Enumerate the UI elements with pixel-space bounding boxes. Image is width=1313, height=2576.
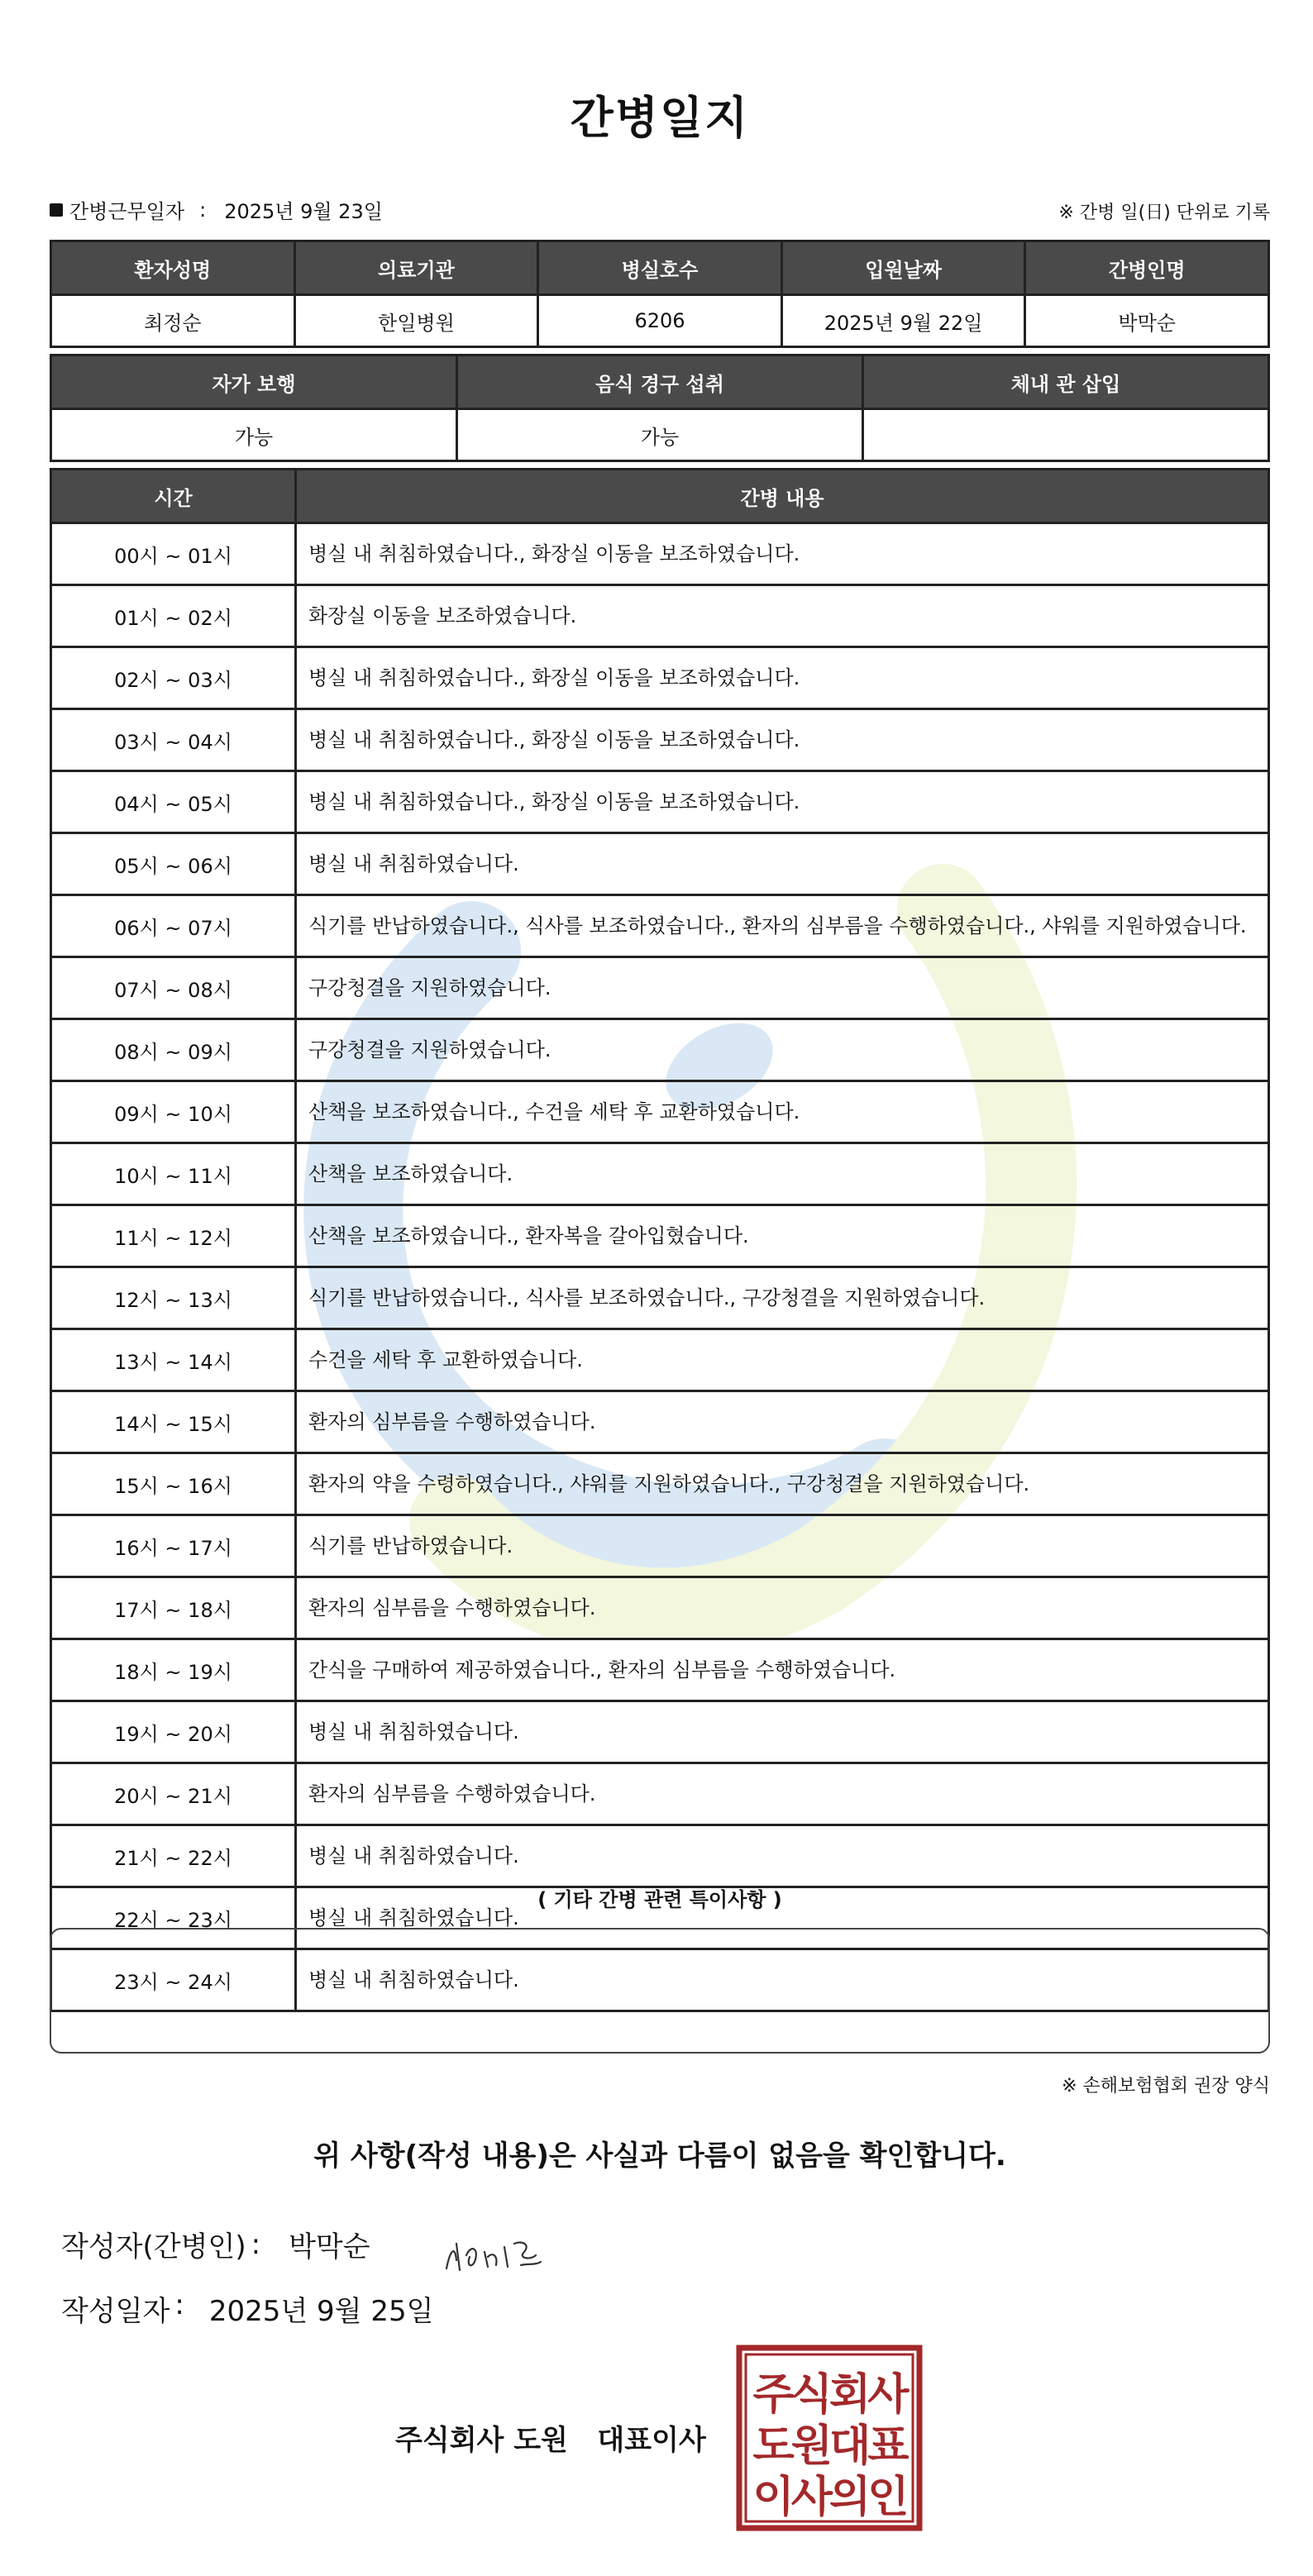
- written-date-label: 작성일자: [61, 2295, 170, 2328]
- header-admission-date: 입원날짜: [781, 241, 1025, 295]
- patient-name: 최정순: [51, 295, 295, 347]
- company-seal-icon: [736, 2345, 923, 2531]
- care-log-content: 환자의 약을 수령하였습니다., 샤워를 지원하였습니다., 구강청결을 지원하였습니다.: [296, 1453, 1269, 1515]
- header-time: 시간: [51, 470, 296, 523]
- oral-intake: 가능: [457, 409, 863, 461]
- care-log-content: 구강청결을 지원하였습니다.: [296, 957, 1269, 1019]
- care-log-header-row: [51, 470, 1269, 523]
- care-log-content: 화장실 이동을 보조하였습니다.: [296, 585, 1269, 647]
- care-log-time: 17시 ~ 18시: [51, 1577, 296, 1639]
- patient-status-table: [50, 354, 1270, 462]
- care-log-content: 병실 내 취침하였습니다.: [296, 1825, 1269, 1887]
- care-log-time: 09시 ~ 10시: [51, 1081, 296, 1143]
- care-log-table: [50, 468, 1270, 2012]
- patient-info-table: [50, 240, 1270, 348]
- care-log-time: 18시 ~ 19시: [51, 1639, 296, 1701]
- confirmation-statement: 위 사항(작성 내용)은 사실과 다름이 없음을 확인합니다.: [313, 2140, 1006, 2173]
- record-note: ※ 간병 일(日) 단위로 기록: [1058, 203, 1270, 223]
- care-log-time: 01시 ~ 02시: [51, 585, 296, 647]
- written-date-line: [61, 2288, 433, 2329]
- written-date-colon: :: [174, 2288, 184, 2321]
- care-log-time: 02시 ~ 03시: [51, 647, 296, 709]
- care-log-body: [51, 523, 1269, 2011]
- room-number: 6206: [538, 295, 782, 347]
- care-log-row: [51, 1391, 1269, 1453]
- care-log-time: 03시 ~ 04시: [51, 709, 296, 771]
- care-log-row: [51, 957, 1269, 1019]
- care-log-time: 11시 ~ 12시: [51, 1205, 296, 1267]
- care-log-time: 22시 ~ 23시: [51, 1887, 296, 1949]
- patient-status-value-row: [51, 409, 1269, 461]
- signature-icon: [438, 2219, 579, 2285]
- header-caregiver-name: 간병인명: [1025, 241, 1269, 295]
- company-name: 주식회사 도원 대표이사: [395, 2424, 706, 2457]
- care-log-content: 식기를 반납하였습니다.: [296, 1515, 1269, 1577]
- header-tube-insertion: 체내 관 삽입: [863, 355, 1269, 409]
- care-log-content: 간식을 구매하여 제공하였습니다., 환자의 심부름을 수행하였습니다.: [296, 1639, 1269, 1701]
- care-log-time: 08시 ~ 09시: [51, 1019, 296, 1081]
- writer-line: [61, 2224, 370, 2264]
- document-title: 간병일지: [570, 92, 750, 144]
- work-date: [50, 195, 383, 224]
- care-log-content: 환자의 심부름을 수행하였습니다.: [296, 1763, 1269, 1825]
- form-note: ※ 손해보험협회 권장 양식: [1062, 2076, 1270, 2097]
- written-date-value: 2025년 9월 25일: [208, 2295, 434, 2328]
- header-oral-intake: 음식 경구 섭취: [457, 355, 863, 409]
- svg-text:도원대표: 도원대표: [752, 2421, 906, 2471]
- work-date-label: 간병근무일자: [69, 200, 185, 223]
- care-log-row: [51, 1515, 1269, 1577]
- svg-text:주식회사: 주식회사: [752, 2370, 906, 2420]
- notes-title: ( 기타 간병 관련 특이사항 ): [537, 1888, 782, 1911]
- care-log-row: [51, 771, 1269, 833]
- care-log-time: 14시 ~ 15시: [51, 1391, 296, 1453]
- header-care-content: 간병 내용: [296, 470, 1269, 523]
- care-log-time: 05시 ~ 06시: [51, 833, 296, 895]
- care-log-content: 병실 내 취침하였습니다., 화장실 이동을 보조하였습니다.: [296, 771, 1269, 833]
- care-log-content: 병실 내 취침하였습니다., 화장실 이동을 보조하였습니다.: [296, 523, 1269, 585]
- care-log-time: 12시 ~ 13시: [51, 1267, 296, 1329]
- self-walking: 가능: [51, 409, 457, 461]
- tube-insertion: [863, 409, 1269, 461]
- care-log-time: 21시 ~ 22시: [51, 1825, 296, 1887]
- care-log-row: [51, 523, 1269, 585]
- care-log-row: [51, 709, 1269, 771]
- header-hospital: 의료기관: [294, 241, 538, 295]
- patient-status-header-row: [51, 355, 1269, 409]
- header-room-number: 병실호수: [538, 241, 782, 295]
- writer-label: 작성자(간병인): [61, 2230, 246, 2264]
- care-log-content: 병실 내 취침하였습니다.: [296, 833, 1269, 895]
- care-log-time: 06시 ~ 07시: [51, 895, 296, 957]
- care-log-row: [51, 1081, 1269, 1143]
- writer-colon: :: [251, 2227, 261, 2261]
- care-log-time: 15시 ~ 16시: [51, 1453, 296, 1515]
- care-log-row: [51, 1577, 1269, 1639]
- care-log-row: [51, 1453, 1269, 1515]
- care-log-content: 산책을 보조하였습니다., 환자복을 갈아입혔습니다.: [296, 1205, 1269, 1267]
- writer-name: 박막순: [289, 2230, 370, 2264]
- care-log-time: 20시 ~ 21시: [51, 1763, 296, 1825]
- company-representative: [395, 2417, 706, 2458]
- care-log-row: [51, 1763, 1269, 1825]
- care-log-content: 병실 내 취침하였습니다.: [296, 1887, 1269, 1949]
- admission-date: 2025년 9월 22일: [781, 295, 1025, 347]
- care-log-time: 10시 ~ 11시: [51, 1143, 296, 1205]
- svg-text:이사의인: 이사의인: [752, 2473, 906, 2522]
- patient-info-header-row: [51, 241, 1269, 295]
- care-log-time: 00시 ~ 01시: [51, 523, 296, 585]
- notes-box: [50, 1928, 1270, 2054]
- care-log-content: 병실 내 취침하였습니다., 화장실 이동을 보조하였습니다.: [296, 709, 1269, 771]
- header-self-walking: 자가 보행: [51, 355, 457, 409]
- care-log-content: 환자의 심부름을 수행하였습니다.: [296, 1391, 1269, 1453]
- care-log-content: 병실 내 취침하였습니다., 화장실 이동을 보조하였습니다.: [296, 647, 1269, 709]
- care-log-content: 병실 내 취침하였습니다.: [296, 1949, 1269, 2011]
- care-log-content: 식기를 반납하였습니다., 식사를 보조하였습니다., 환자의 심부름을 수행하였습니다., 샤워를 지원하였습니다.: [296, 895, 1269, 957]
- care-log-row: [51, 585, 1269, 647]
- care-log-row: [51, 1267, 1269, 1329]
- care-log-time: 13시 ~ 14시: [51, 1329, 296, 1391]
- care-log-time: 07시 ~ 08시: [51, 957, 296, 1019]
- care-log-content: 산책을 보조하였습니다., 수건을 세탁 후 교환하였습니다.: [296, 1081, 1269, 1143]
- care-log-row: [51, 647, 1269, 709]
- care-log-row: [51, 833, 1269, 895]
- care-log-row: [51, 1143, 1269, 1205]
- work-date-value: 2025년 9월 23일: [224, 200, 383, 223]
- care-log-row: [51, 1701, 1269, 1763]
- care-log-time: 16시 ~ 17시: [51, 1515, 296, 1577]
- caregiver-name: 박막순: [1025, 295, 1269, 347]
- square-bullet-icon: [50, 203, 63, 217]
- care-log-time: 19시 ~ 20시: [51, 1701, 296, 1763]
- hospital: 한일병원: [294, 295, 538, 347]
- care-log-row: [51, 1825, 1269, 1887]
- care-log-content: 병실 내 취침하였습니다.: [296, 1701, 1269, 1763]
- care-log-content: 수건을 세탁 후 교환하였습니다.: [296, 1329, 1269, 1391]
- care-log-row: [51, 895, 1269, 957]
- care-log-row: [51, 1329, 1269, 1391]
- care-log-content: 구강청결을 지원하였습니다.: [296, 1019, 1269, 1081]
- header-patient-name: 환자성명: [51, 241, 295, 295]
- care-log-content: 산책을 보조하였습니다.: [296, 1143, 1269, 1205]
- care-log-row: [51, 1639, 1269, 1701]
- work-date-colon: :: [199, 198, 207, 222]
- care-log-time: 23시 ~ 24시: [51, 1949, 296, 2011]
- patient-info-value-row: [51, 295, 1269, 347]
- care-log-time: 04시 ~ 05시: [51, 771, 296, 833]
- care-log-row: [51, 1019, 1269, 1081]
- meta-row: [50, 195, 1270, 228]
- care-log-content: 환자의 심부름을 수행하였습니다.: [296, 1577, 1269, 1639]
- care-log-content: 식기를 반납하였습니다., 식사를 보조하였습니다., 구강청결을 지원하였습니다.: [296, 1267, 1269, 1329]
- care-log-row: [51, 1205, 1269, 1267]
